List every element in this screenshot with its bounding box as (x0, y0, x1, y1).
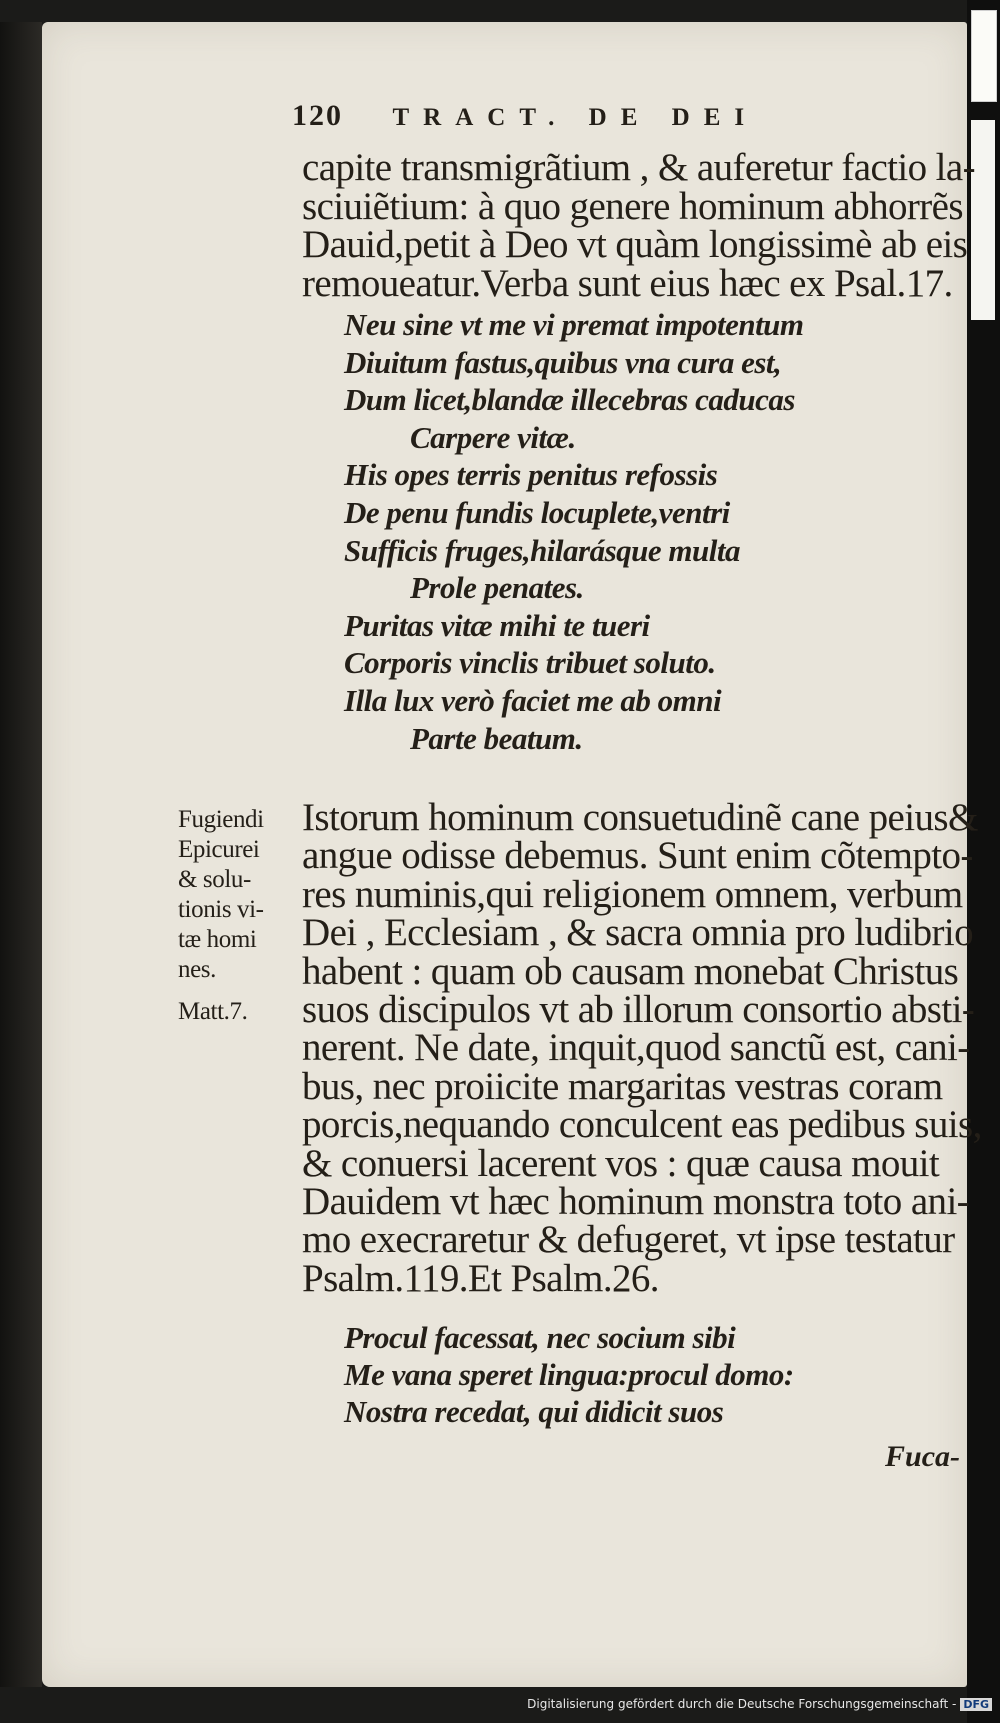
digitization-footer (527, 1697, 992, 1711)
verse-line: Nostra recedat, qui didicit suos (344, 1394, 724, 1429)
body-line: Dauidem vt hæc hominum monstra toto ani- (302, 1180, 970, 1223)
body-line: Dei , Ecclesiam , & sacra omnia pro ludibrio (302, 911, 974, 955)
marginal-note-line: tionis vi- (178, 896, 264, 923)
body-line: nerent. Ne date, inquit,quod sanctũ est, cani- (302, 1026, 970, 1070)
verse-line: Diuitum fastus,quibus vna cura est, (344, 344, 782, 380)
marginal-note-line: Fugiendi (178, 806, 264, 833)
body-line: porcis,nequando conculcent eas pedibus suis, (302, 1103, 982, 1147)
body-line: suos discipulos vt ab illorum consortio absti- (302, 988, 975, 1031)
marginal-note-line: Matt.7. (178, 998, 248, 1025)
verse-line: Corporis vinclis tribuet soluto. (344, 645, 716, 681)
marginal-note-line: tæ homi (178, 926, 257, 953)
footer-credit: Digitalisierung gefördert durch die Deutsche Forschungsgemeinschaft - (527, 1697, 957, 1711)
verse-line: De penu fundis locuplete,ventri (344, 495, 730, 530)
body-line: remoueatur.Verba sunt eius hæc ex Psal.17. (302, 261, 953, 305)
verse-line: Me vana speret lingua:procul domo: (344, 1357, 794, 1392)
body-line: res numinis,qui religionem omnem, verbum (302, 872, 963, 916)
verse-line: Carpere vitæ. (410, 419, 576, 455)
body-line: angue odisse debemus. Sunt enim cõtempto- (302, 834, 973, 878)
running-title: TRACT. DE DEI (392, 104, 759, 131)
body-line: bus, nec proiicite margaritas vestras coram (302, 1064, 943, 1108)
body-line: mo execraretur & defugeret, vt ipse testatur (302, 1218, 955, 1262)
verse-line: Prole penates. (410, 570, 584, 606)
marginal-note-line: Epicurei (178, 836, 260, 863)
body-line: Psalm.119.Et Psalm.26. (302, 1256, 659, 1300)
verse-line: Illa lux verò faciet me ab omni (344, 683, 722, 718)
verse-line: Sufficis fruges,hilarásque multa (344, 532, 740, 568)
verse-line: Puritas vitæ mihi te tueri (344, 607, 650, 643)
book-spine (0, 22, 42, 1687)
marginal-note-line: nes. (178, 956, 216, 983)
running-header (292, 99, 758, 133)
dfg-logo: DFG (960, 1698, 992, 1711)
marginal-note-line: & solu- (178, 866, 251, 893)
verse-line: Neu sine vt me vi premat impotentum (344, 307, 804, 342)
body-line: sciuiẽtium: à quo genere hominum abhorrẽs (302, 184, 963, 228)
verse-line: Dum licet,blandæ illecebras caducas (344, 382, 795, 418)
body-line: & conuersi lacerent vos : quæ causa mouit (302, 1141, 940, 1185)
body-line: habent : quam ob causam monebat Christus (302, 949, 959, 993)
body-line: Istorum hominum consuetudinẽ cane peius& (302, 796, 978, 839)
verse-line: Procul facessat, nec socium sibi (344, 1320, 736, 1355)
catchword: Fuca- (885, 1440, 960, 1473)
verse-line: His opes terris penitus refossis (344, 457, 718, 493)
body-line: capite transmigrãtium , & auferetur factio la- (302, 146, 976, 189)
body-line: Dauid,petit à Deo vt quàm longissimè ab eis (302, 223, 968, 266)
color-target-strip (971, 10, 997, 102)
verse-line: Parte beatum. (410, 720, 583, 756)
page-number: 120 (292, 99, 343, 132)
